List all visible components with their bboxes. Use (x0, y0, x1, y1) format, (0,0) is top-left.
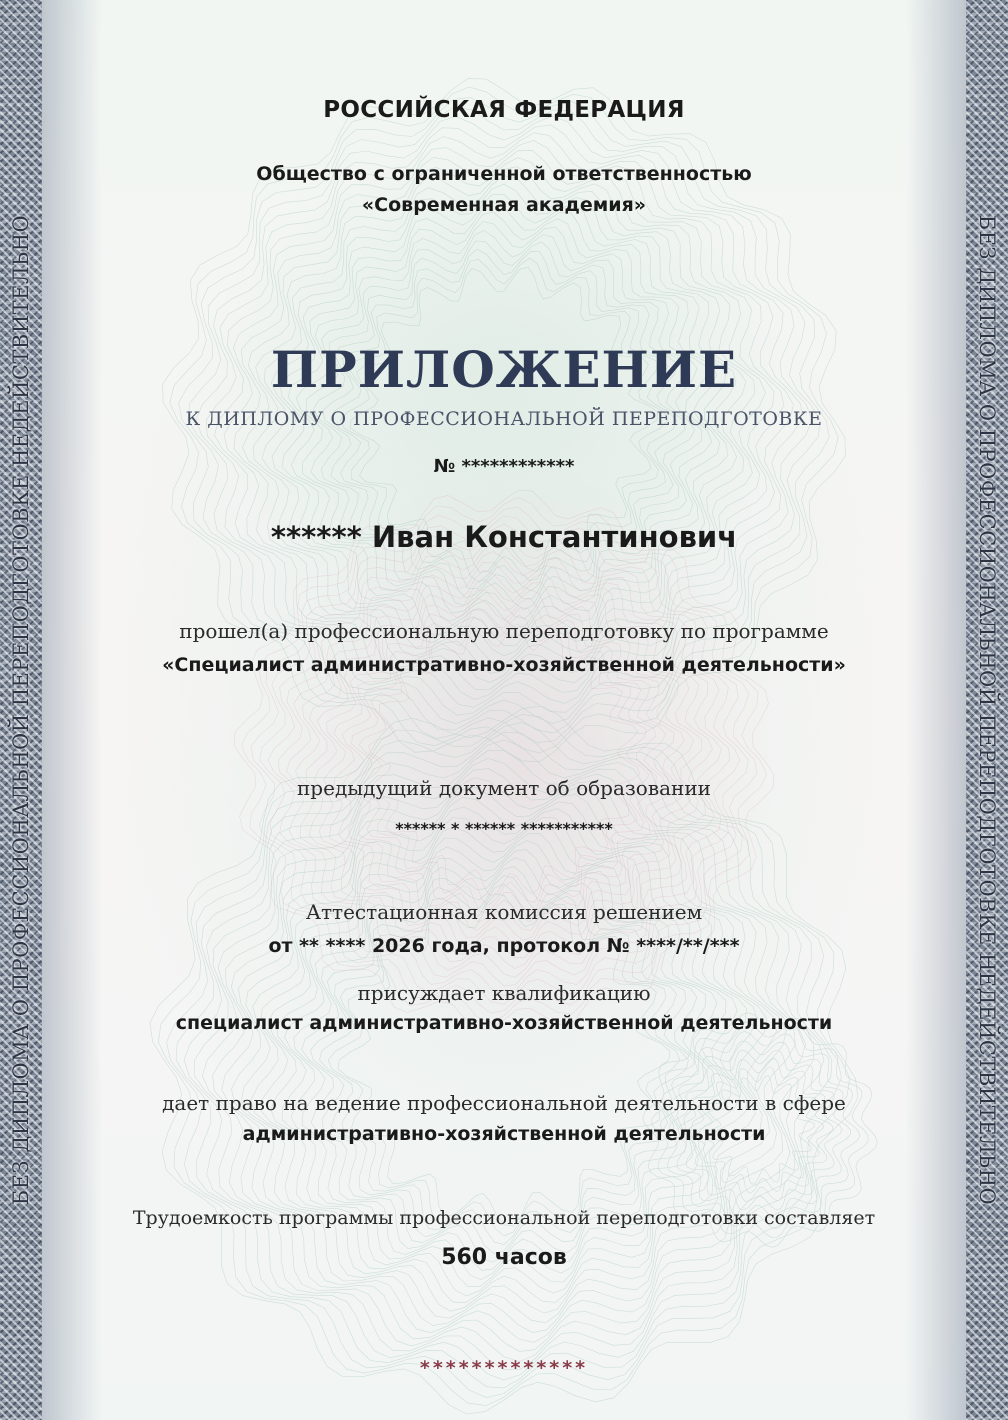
workload-label: Трудоемкость программы профессиональной переподготовки составляет (132, 1207, 876, 1229)
program-intro-text: прошел(а) профессиональную переподготовку по программе (179, 619, 829, 643)
commission-text: Аттестационная комиссия решением (305, 900, 703, 924)
program-name: «Специалист административно-хозяйственной деятельности» (162, 654, 846, 676)
document-title: ПРИЛОЖЕНИЕ (270, 340, 738, 399)
document-number: № ************ (433, 456, 575, 477)
activity-sphere: административно-хозяйственной деятельности (242, 1123, 766, 1145)
previous-document-value: ****** * ****** *********** (395, 819, 613, 838)
rights-label: дает право на ведение профессиональной деятельности в сфере (162, 1091, 846, 1115)
decision-details: от ** **** 2026 года, протокол № ****/**/*** (268, 935, 740, 957)
awards-qualification-text: присуждает квалификацию (357, 981, 651, 1005)
organization-name: «Современная академия» (361, 194, 647, 216)
workload-hours: 560 часов (441, 1245, 567, 1270)
document-body (60, 0, 948, 1420)
right-border-caption: БЕЗ ДИПЛОМА О ПРОФЕССИОНАЛЬНОЙ ПЕРЕПОДГОТОВКЕ НЕДЕЙСТВИТЕЛЬНО (975, 214, 999, 1206)
country-heading: РОССИЙСКАЯ ФЕДЕРАЦИЯ (323, 97, 685, 123)
left-border-caption: БЕЗ ДИПЛОМА О ПРОФЕССИОНАЛЬНОЙ ПЕРЕПОДГОТОВКЕ НЕДЕЙСТВИТЕЛЬНО (9, 214, 33, 1206)
registration-number: ************* (419, 1357, 589, 1379)
qualification-name: специалист административно-хозяйственной деятельности (175, 1012, 833, 1034)
document-subtitle: К ДИПЛОМУ О ПРОФЕССИОНАЛЬНОЙ ПЕРЕПОДГОТОВКЕ (185, 408, 823, 430)
organization-type: Общество с ограниченной ответственностью (256, 163, 752, 185)
previous-document-label: предыдущий документ об образовании (296, 776, 712, 800)
holder-full-name: ****** Иван Константинович (270, 520, 738, 554)
